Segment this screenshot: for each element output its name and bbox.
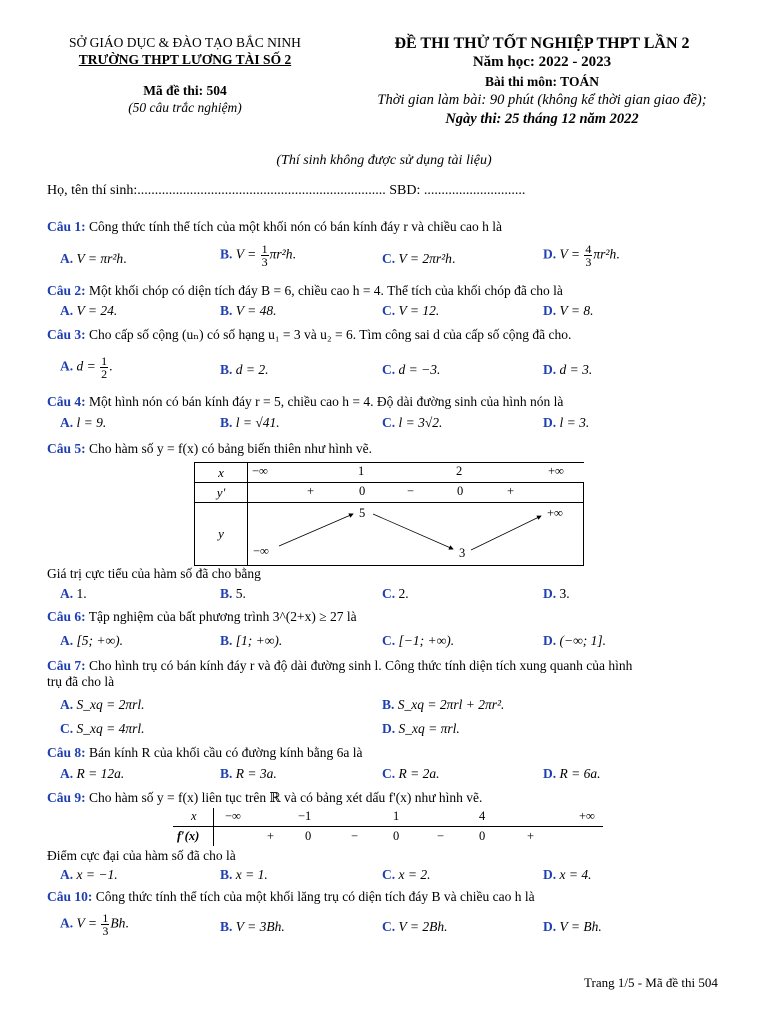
question-1 — [47, 219, 502, 235]
q4-option-b[interactable]: B. l = √41. — [220, 415, 280, 430]
q6-option-c[interactable]: C. [−1; +∞). — [382, 633, 455, 648]
question-8: Câu 8: Bán kính R của khối cầu có đường kính bằng 6a là — [47, 745, 363, 760]
q10-option-d[interactable]: D. V = Bh. — [543, 919, 602, 934]
question-7-line2: trụ đã cho là — [47, 674, 115, 689]
q9-option-b[interactable]: B. x = 1. — [220, 867, 268, 882]
school-year: Năm học: 2022 - 2023 — [472, 54, 612, 70]
q4-option-a[interactable]: A. l = 9. — [60, 415, 107, 430]
subject: Bài thi môn: TOÁN — [485, 74, 599, 89]
question-count: (50 câu trắc nghiệm) — [128, 100, 242, 115]
q8-option-b[interactable]: B. R = 3a. — [220, 766, 277, 781]
q10-option-b[interactable]: B. V = 3Bh. — [220, 919, 285, 934]
q2-option-b[interactable]: B. V = 48. — [220, 303, 277, 318]
q9-option-a[interactable]: A. x = −1. — [60, 867, 118, 882]
q8-option-a[interactable]: A. R = 12a. — [60, 766, 125, 781]
exam-title: ĐỀ THI THỬ TỐT NGHIỆP THPT LẦN 2 — [394, 35, 690, 52]
q6-option-b[interactable]: B. [1; +∞). — [220, 633, 283, 648]
q2-option-c[interactable]: C. V = 12. — [382, 303, 440, 318]
question-5-prompt: Giá trị cực tiểu của hàm số đã cho bằng — [47, 566, 261, 581]
header-left — [40, 34, 330, 116]
q7-option-b[interactable]: B. S_xq = 2πrl + 2πr². — [382, 697, 505, 712]
q5-option-c[interactable]: C. 2. — [382, 586, 409, 601]
sign-chart: x −∞ −1 1 4 +∞ f′(x) + 0 − 0 − 0 + — [173, 808, 603, 846]
q9-option-d[interactable]: D. x = 4. — [543, 867, 592, 882]
question-2: Câu 2: Một khối chóp có diện tích đáy B = 6, chiều cao h = 4. Thể tích của khối chóp đã cho là — [47, 283, 563, 298]
q2-option-d[interactable]: D. V = 8. — [543, 303, 594, 318]
question-9-prompt: Điểm cực đại của hàm số đã cho là — [47, 848, 236, 863]
department-name: SỞ GIÁO DỤC & ĐÀO TẠO BẮC NINH — [69, 35, 301, 50]
no-material-note: (Thí sinh không được sử dụng tài liệu) — [276, 153, 492, 168]
question-6: Câu 6: Tập nghiệm của bất phương trình 3^(2+x) ≥ 27 là — [47, 609, 357, 624]
question-7: Câu 7: Cho hình trụ có bán kính đáy r và độ dài đường sinh l. Công thức tính diện tích xung quanh của hình — [47, 658, 633, 673]
q1-option-c[interactable]: C. V = 2πr²h. — [382, 251, 456, 266]
q4-option-c[interactable]: C. l = 3√2. — [382, 415, 443, 430]
q5-option-a[interactable]: A. 1. — [60, 586, 87, 601]
q10-option-c[interactable]: C. V = 2Bh. — [382, 919, 448, 934]
q9-option-c[interactable]: C. x = 2. — [382, 867, 431, 882]
q5-option-b[interactable]: B. 5. — [220, 586, 246, 601]
question-text: Công thức tính thể tích của một khối nón có bán kính đáy r và chiều cao h là — [89, 219, 502, 234]
q6-option-a[interactable]: A. [5; +∞). — [60, 633, 123, 648]
q7-option-c[interactable]: C. S_xq = 4πrl. — [60, 721, 145, 736]
q7-option-d[interactable]: D. S_xq = πrl. — [382, 721, 460, 736]
q5-option-d[interactable]: D. 3. — [543, 586, 570, 601]
q3-option-c[interactable]: C. d = −3. — [382, 362, 441, 377]
header-right — [332, 34, 752, 129]
q8-option-d[interactable]: D. R = 6a. — [543, 766, 601, 781]
q2-option-a[interactable]: A. V = 24. — [60, 303, 118, 318]
q10-option-a[interactable]: A. V = $\frac{1}{3}$ Bh. — [60, 911, 129, 938]
q3-option-a[interactable]: A. d = $\frac{1}{2}$ . — [60, 354, 113, 381]
exam-time: Thời gian làm bài: 90 phút (không kể thời gian giao đề); — [377, 92, 707, 108]
question-label: Câu 1: — [47, 219, 86, 234]
q1-option-d[interactable]: D. V = $\frac{4}{3}$ πr²h. — [543, 242, 620, 269]
q4-option-d[interactable]: D. l = 3. — [543, 415, 590, 430]
q7-option-a[interactable]: A. S_xq = 2πrl. — [60, 697, 145, 712]
variation-arrows — [249, 504, 589, 564]
question-4: Câu 4: Một hình nón có bán kính đáy r = 5, chiều cao h = 4. Độ dài đường sinh của hình nón là — [47, 394, 564, 409]
question-3: Câu 3: Cho cấp số cộng (uₙ) có số hạng u₁ = 3 và u₂ = 6. Tìm công sai d của cấp số cộng đã cho. — [47, 327, 572, 342]
q3-option-d[interactable]: D. d = 3. — [543, 362, 593, 377]
q8-option-c[interactable]: C. R = 2a. — [382, 766, 440, 781]
question-10: Câu 10: Công thức tính thể tích của một khối lăng trụ có diện tích đáy B và chiều cao h là — [47, 889, 535, 904]
school-name: TRƯỜNG THPT LƯƠNG TÀI SỐ 2 — [78, 52, 292, 67]
question-9: Câu 9: Cho hàm số y = f(x) liên tục trên ℝ và có bảng xét dấu f'(x) như hình vẽ. — [47, 790, 483, 805]
q1-option-b[interactable]: B. V = $\frac{1}{3}$ πr²h. — [220, 242, 296, 269]
q1-option-a[interactable]: A. V = πr²h. — [60, 251, 127, 266]
variation-table: x −∞ 1 2 +∞ y′ + 0 − 0 + y 5 +∞ −∞ 3 — [194, 462, 584, 566]
page-footer: Trang 1/5 - Mã đề thi 504 — [584, 975, 718, 990]
question-5: Câu 5: Cho hàm số y = f(x) có bảng biến thiên như hình vẽ. — [47, 441, 373, 456]
exam-date: Ngày thi: 25 tháng 12 năm 2022 — [445, 111, 639, 127]
q3-option-b[interactable]: B. d = 2. — [220, 362, 269, 377]
exam-code: Mã đề thi: 504 — [143, 83, 227, 98]
q6-option-d[interactable]: D. (−∞; 1]. — [543, 633, 606, 648]
candidate-name-line: Họ, tên thí sinh:....................................................................... SBD: ............................. — [47, 183, 526, 198]
